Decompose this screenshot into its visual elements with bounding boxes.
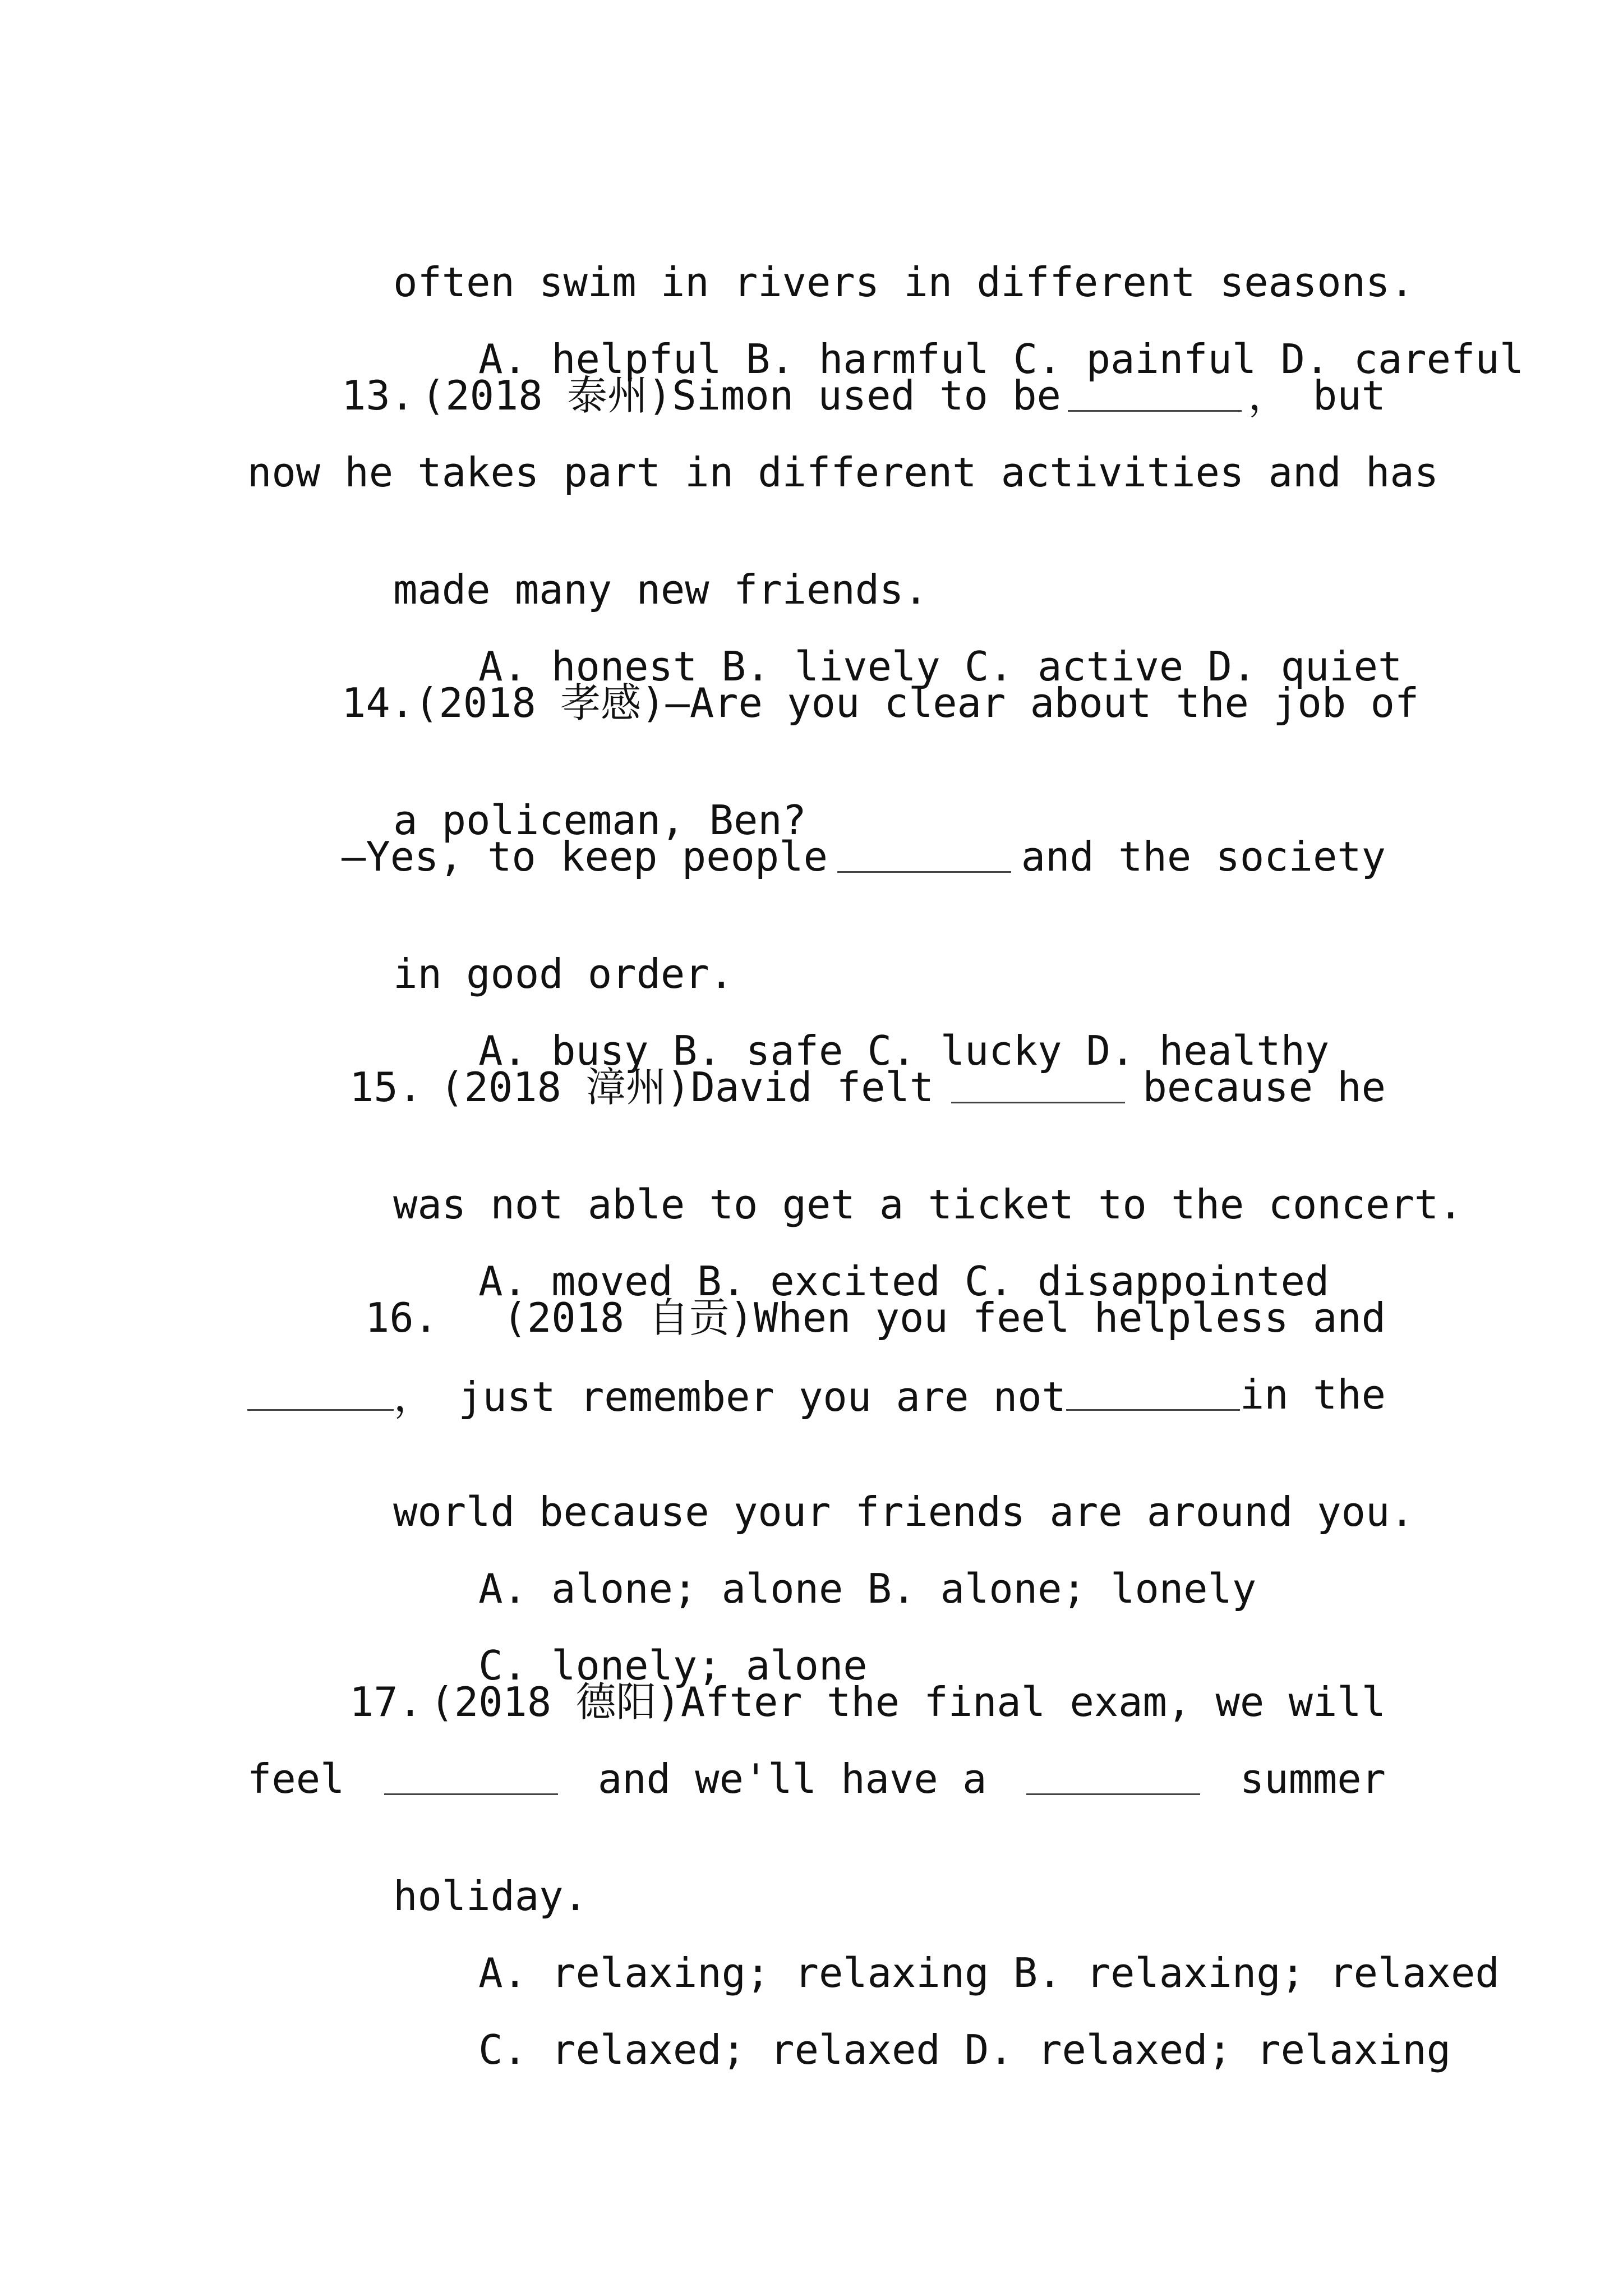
question-text-block [247,0,1524,2073]
q15-number: 15. [349,1064,423,1111]
q17-number: 17. [349,1678,423,1726]
q17-blank-2[interactable] [1026,1759,1200,1795]
q13-number: 13. [342,372,415,419]
q17-options-b: C. relaxed; relaxed D. relaxed; relaxing [478,2026,1451,2073]
q17-blank-1[interactable] [384,1759,558,1795]
q14-options: A. busy B. safe C. lucky D. healthy [478,1027,1330,1074]
q16-stem-mid: ， just remember you are not [394,1374,1240,1425]
q12-continuation: often swim in rivers in different seasons. [393,259,1414,306]
q17-stem-line2: feel and we'll have a summer [247,1755,1386,1802]
q14-reply-line2: in good order. [393,950,734,997]
q16-number: 16. [365,1294,439,1341]
q15-stem-line1: 15. (2018 漳州)David felt because he [349,1067,1386,1117]
q14-blank[interactable] [837,836,1011,873]
q15-options: A. moved B. excited C. disappointed [478,1258,1330,1305]
q14-number: 14. [342,679,415,726]
q16-blank-2[interactable] [1066,1374,1240,1411]
q17-source-and-stem: (2018 德阳)After the final exam, we will [430,1678,1386,1726]
q16-stem-line2: ， just remember you are not in the [247,1374,1386,1425]
q14-stem-line1 [342,679,1419,733]
q17-stem-line3: holiday. [393,1872,588,1920]
q13-stem-after: ， but [1248,372,1386,419]
q15-stem-line2: was not able to get a ticket to the concert. [393,1181,1463,1228]
q14-reply-line1: —Yes, to keep people and the society [342,833,1386,880]
q13-options: A. honest B. lively C. active D. quiet [478,643,1403,690]
q16-stem-line1 [365,1294,1386,1348]
q12-options: A. helpful B. harmful C. painful D. careful [478,335,1524,383]
q16-stem-line3: world because your friends are around you. [393,1488,1414,1535]
q13-stem-line1 [342,372,1386,426]
q17-stem-line1 [349,1678,1386,1732]
q14-source-and-stem: (2018 孝感)—Are you clear about the job of [414,679,1419,726]
q13-source-and-stem: (2018 泰州)Simon used to be [421,372,1061,419]
q15-source-and-stem: (2018 漳州)David felt [440,1064,934,1111]
q17-options-a: A. relaxing; relaxing B. relaxing; relaxed [478,1949,1500,1996]
q16-options-a: A. alone; alone B. alone; lonely [478,1565,1257,1612]
q13-blank[interactable] [1068,375,1242,412]
q15-blank[interactable] [951,1067,1125,1103]
q14-stem-line2: a policeman, Ben? [393,797,807,844]
q16-blank-1[interactable] [247,1374,394,1411]
q13-stem-line3: made many new friends. [393,566,928,613]
q16-source-and-stem: (2018 自贡)When you feel helpless and [502,1294,1386,1341]
q13-stem-line2: now he takes part in different activities and has [247,449,1439,496]
q16-options-b: C. lonely; alone [478,1642,868,1689]
